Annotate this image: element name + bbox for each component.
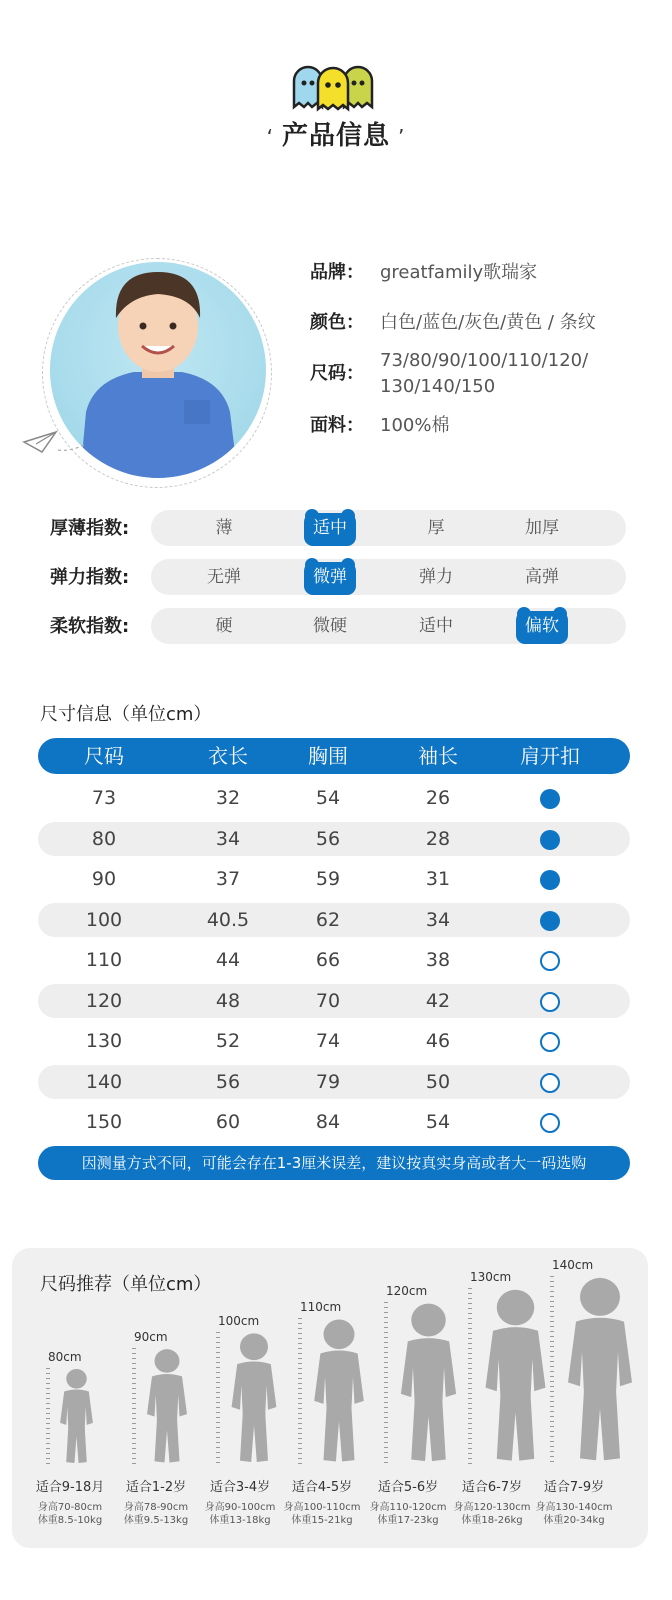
height-ruler (46, 1368, 50, 1466)
child-silhouette-icon (56, 1368, 97, 1466)
height-ruler (384, 1302, 388, 1466)
table-cell: 62 (315, 908, 341, 931)
recommend-title: 尺码推荐（单位cm） (40, 1274, 212, 1295)
shoulder-button-no-icon (540, 951, 560, 971)
index-option-label: 硬 (215, 616, 233, 636)
kid-age-label: 适合7-9岁 (543, 1480, 605, 1495)
table-cell: 44 (215, 949, 241, 971)
info-brand (310, 260, 537, 286)
table-cell: 54 (315, 787, 341, 809)
section-header (0, 55, 672, 155)
child-silhouette-icon (478, 1288, 553, 1466)
table-cell: 32 (215, 787, 241, 809)
kid-weight-range: 体重13-18kg (209, 1515, 271, 1526)
table-row (38, 903, 630, 937)
table-cell: 56 (215, 1070, 241, 1093)
table-cell: 34 (425, 908, 451, 931)
table-cell: 110 (85, 949, 123, 971)
index-option-selected (277, 559, 383, 595)
kid-height-range: 身高130-140cm (535, 1502, 613, 1513)
height-ruler (298, 1318, 302, 1466)
table-cell: 26 (425, 787, 451, 809)
index-row (50, 557, 640, 595)
table-cell: 50 (425, 1070, 451, 1093)
kid-height-label: 130cm (470, 1270, 512, 1284)
kid-weight-range: 体重8.5-10kg (37, 1515, 103, 1526)
table-cell: 100 (85, 908, 123, 931)
table-cell: 31 (425, 868, 451, 890)
kid-height-label: 120cm (386, 1284, 428, 1298)
table-row (38, 822, 630, 856)
kid-age-label: 适合6-7岁 (461, 1480, 523, 1495)
ghost-trio-icon (290, 63, 382, 113)
fabric-label: 面料： (310, 415, 364, 436)
table-cell: 38 (425, 949, 451, 971)
child-silhouette-icon (560, 1276, 640, 1466)
table-header-cell: 肩开扣 (520, 744, 580, 768)
table-header-cell: 衣长 (208, 744, 248, 768)
index-option (171, 608, 277, 644)
child-silhouette-icon (142, 1348, 192, 1466)
kid-height-range: 身高78-90cm (123, 1502, 189, 1513)
table-cell: 79 (315, 1070, 341, 1093)
table-cell: 74 (315, 1030, 341, 1052)
shoulder-button-no-icon (540, 1073, 560, 1093)
table-row (38, 1105, 630, 1139)
table-cell: 73 (91, 787, 117, 809)
index-option-label: 微硬 (313, 616, 347, 636)
table-cell: 54 (425, 1111, 451, 1133)
index-option-label: 适中 (419, 616, 453, 636)
kid-age-label: 适合9-18月 (35, 1480, 105, 1495)
index-option (277, 608, 383, 644)
kid-weight-range: 体重15-21kg (291, 1515, 353, 1526)
info-color (310, 310, 596, 336)
index-option (171, 510, 277, 546)
kid-age-label: 适合5-6岁 (377, 1480, 439, 1495)
index-option-label: 薄 (215, 518, 233, 538)
kid-weight-range: 体重9.5-13kg (123, 1515, 189, 1526)
table-cell: 60 (215, 1111, 241, 1133)
table-cell: 46 (425, 1030, 451, 1052)
kid-weight-range: 体重17-23kg (377, 1515, 439, 1526)
color-value: 白色/蓝色/灰色/黄色 / 条纹 (380, 312, 596, 333)
title-deco-right: ’ (398, 125, 406, 149)
table-cell: 40.5 (206, 908, 250, 931)
shoulder-button-yes-icon (540, 830, 560, 850)
index-option (383, 559, 489, 595)
kid-height-label: 110cm (300, 1300, 342, 1314)
index-track (151, 559, 626, 595)
size-value (380, 348, 588, 400)
index-option (489, 559, 595, 595)
kid-weight-range: 体重20-34kg (543, 1515, 605, 1526)
kid-height-range: 身高110-120cm (369, 1502, 447, 1513)
index-label: 弹力指数: (50, 567, 130, 588)
table-cell: 66 (315, 949, 341, 971)
kid-height-label: 100cm (218, 1314, 260, 1328)
table-row (38, 1024, 630, 1058)
table-cell: 84 (315, 1111, 341, 1133)
kid-age-label: 适合4-5岁 (291, 1480, 353, 1495)
kid-weight-range: 体重18-26kg (461, 1515, 523, 1526)
title-deco-left: ‘ (266, 125, 274, 149)
page-title: 产品信息 (281, 121, 390, 151)
shoulder-button-no-icon (540, 1032, 560, 1052)
index-track (151, 608, 626, 644)
index-option-label: 微弹 (313, 567, 347, 587)
index-label: 柔软指数: (50, 616, 130, 637)
index-label: 厚薄指数: (50, 518, 130, 539)
index-option-selected (277, 510, 383, 546)
fabric-value: 100%棉 (380, 415, 450, 436)
table-cell: 140 (85, 1070, 123, 1093)
table-cell: 42 (425, 989, 451, 1012)
paper-plane-icon (22, 430, 92, 460)
kid-height-label: 140cm (552, 1258, 594, 1272)
table-row (38, 1065, 630, 1099)
table-cell: 130 (85, 1030, 123, 1052)
height-ruler (132, 1348, 136, 1466)
table-cell: 90 (91, 868, 117, 890)
index-option-label: 适中 (313, 518, 347, 538)
index-option-label: 无弹 (207, 567, 241, 587)
size-table-header (38, 738, 630, 774)
index-option (489, 510, 595, 546)
size-value-line2: 130/140/150 (380, 376, 496, 397)
kid-height-range: 身高100-110cm (283, 1502, 361, 1513)
kid-height-label: 90cm (134, 1330, 168, 1344)
table-row (38, 781, 630, 815)
table-cell: 52 (215, 1030, 241, 1052)
index-option-label: 弹力 (419, 567, 453, 587)
table-cell: 28 (425, 827, 451, 850)
table-cell: 80 (91, 827, 117, 850)
index-option-label: 偏软 (525, 616, 559, 636)
index-option (383, 608, 489, 644)
table-cell: 59 (315, 868, 341, 890)
info-fabric (310, 413, 449, 439)
index-track (151, 510, 626, 546)
index-option (171, 559, 277, 595)
table-cell: 120 (85, 989, 123, 1012)
size-table-title: 尺寸信息（单位cm） (40, 704, 212, 725)
table-cell: 34 (215, 827, 241, 850)
table-row (38, 984, 630, 1018)
kid-height-label: 80cm (48, 1350, 82, 1364)
brand-value: greatfamily歌瑞家 (380, 262, 538, 283)
kid-age-label: 适合3-4岁 (209, 1480, 271, 1495)
child-silhouette-icon (308, 1318, 370, 1466)
shoulder-button-no-icon (540, 992, 560, 1012)
index-option-selected (489, 608, 595, 644)
index-row (50, 508, 640, 546)
table-cell: 48 (215, 989, 241, 1012)
shoulder-button-yes-icon (540, 870, 560, 890)
table-row (38, 862, 630, 896)
shoulder-button-no-icon (540, 1113, 560, 1133)
table-cell: 56 (315, 827, 341, 850)
size-value-line1: 73/80/90/100/110/120/ (380, 350, 589, 371)
height-ruler (468, 1288, 472, 1466)
kid-height-range: 身高70-80cm (37, 1502, 103, 1513)
height-ruler (216, 1332, 220, 1466)
kid-height-range: 身高120-130cm (453, 1502, 531, 1513)
child-silhouette-icon (226, 1332, 282, 1466)
child-silhouette-icon (394, 1302, 463, 1466)
size-label: 尺码： (310, 363, 364, 384)
kid-height-range: 身高90-100cm (204, 1502, 276, 1513)
kid-age-label: 适合1-2岁 (125, 1480, 187, 1495)
index-option (383, 510, 489, 546)
table-cell: 37 (215, 868, 241, 890)
index-option-label: 加厚 (525, 518, 559, 538)
shoulder-button-yes-icon (540, 911, 560, 931)
height-ruler (550, 1276, 554, 1466)
color-label: 颜色： (310, 312, 364, 333)
index-row (50, 606, 640, 644)
table-header-cell: 袖长 (418, 744, 458, 768)
table-cell: 70 (315, 989, 341, 1012)
table-cell: 150 (85, 1111, 123, 1133)
size-recommend-panel (12, 1248, 648, 1548)
table-header-cell: 尺码 (84, 744, 124, 768)
info-size (310, 348, 588, 400)
brand-label: 品牌： (310, 262, 364, 283)
table-header-cell: 胸围 (308, 744, 348, 768)
size-note: 因测量方式不同，可能会存在1-3厘米误差，建议按真实身高或者大一码选购 (38, 1146, 630, 1180)
index-option-label: 高弹 (525, 567, 559, 587)
shoulder-button-yes-icon (540, 789, 560, 809)
index-option-label: 厚 (427, 518, 445, 538)
table-row (38, 943, 630, 977)
